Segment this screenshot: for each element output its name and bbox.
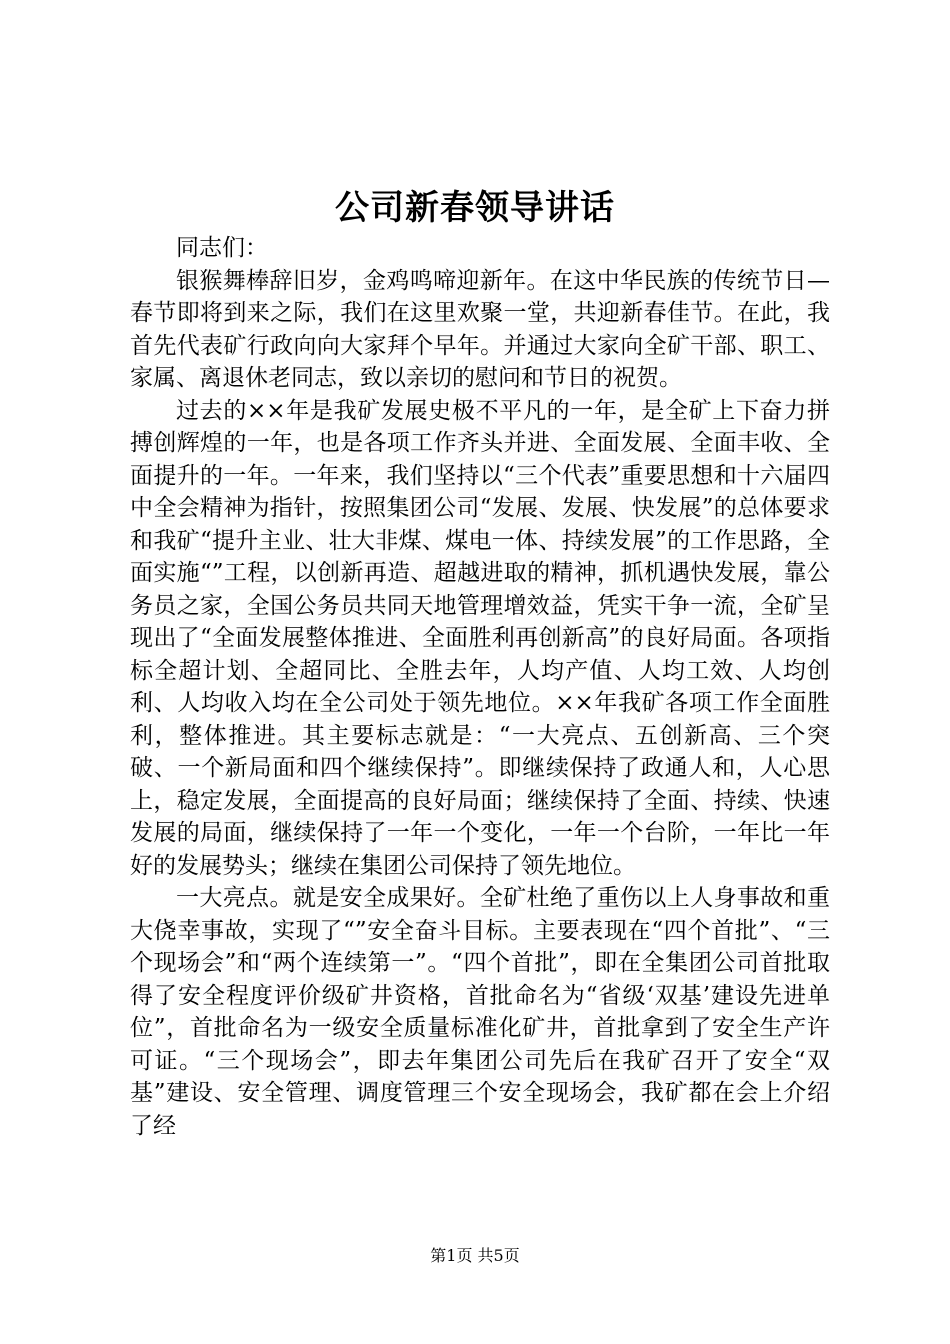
page-footer: 第1页 共5页 bbox=[430, 1246, 520, 1265]
paragraph-review: 过去的××年是我矿发展史极不平凡的一年，是全矿上下奋力拼搏创辉煌的一年，也是各项工作齐头并进、全面发展、全面丰收、全面提升的一年。一年来，我们坚持以“三个代表”重要思想和十六届四中全会精神为指针，按照集团公司“发展、发展、快发展”的总体要求和我矿“提升主业、壮大非煤、煤电一体、持续发展”的工作思路，全面实施“”工程，以创新再造、超越进取的精神，抓机遇快发展，靠公务员之家，全国公务员共同天地管理增效益，凭实干争一流，全矿呈现出了“全面发展整体推进、全面胜利再创新高”的良好局面。各项指标全超计划、全超同比、全胜去年，人均产值、人均工效、人均创利、人均收入均在全公司处于领先地位。××年我矿各项工作全面胜利，整体推进。其主要标志就是：“一大亮点、五创新高、三个突破、一个新局面和四个继续保持”。即继续保持了政通人和，人心思上，稳定发展，全面提高的良好局面；继续保持了全面、持续、快速发展的局面，继续保持了一年一个变化，一年一个台阶，一年比一年好的发展势头；继续在集团公司保持了领先地位。 bbox=[130, 397, 830, 879]
paragraph-highlight: 一大亮点。就是安全成果好。全矿杜绝了重伤以上人身事故和重大侥幸事故，实现了“”安全奋斗目标。主要表现在“四个首批”、“三个现场会”和“两个连续第一”。“四个首批”，即在全集团公司首批取得了安全程度评价级矿井资格，首批命名为“省级‘双基’建设先进单位”，首批命名为一级安全质量标准化矿井，首批拿到了安全生产许可证。“三个现场会”，即去年集团公司先后在我矿召开了安全“双基”建设、安全管理、调度管理三个安全现场会，我矿都在会上介绍了经 bbox=[130, 885, 830, 1139]
salutation: 同志们： bbox=[176, 235, 268, 261]
paragraph-greeting: 银猴舞棒辞旧岁，金鸡鸣啼迎新年。在这中华民族的传统节日—春节即将到来之际，我们在这里欢聚一堂，共迎新春佳节。在此，我首先代表矿行政向向大家拜个早年。并通过大家向全矿干部、职工、家属、离退休老同志，致以亲切的慰问和节日的祝贺。 bbox=[130, 267, 830, 391]
document-title: 公司新春领导讲话 bbox=[335, 188, 615, 228]
document-body bbox=[130, 232, 830, 1142]
